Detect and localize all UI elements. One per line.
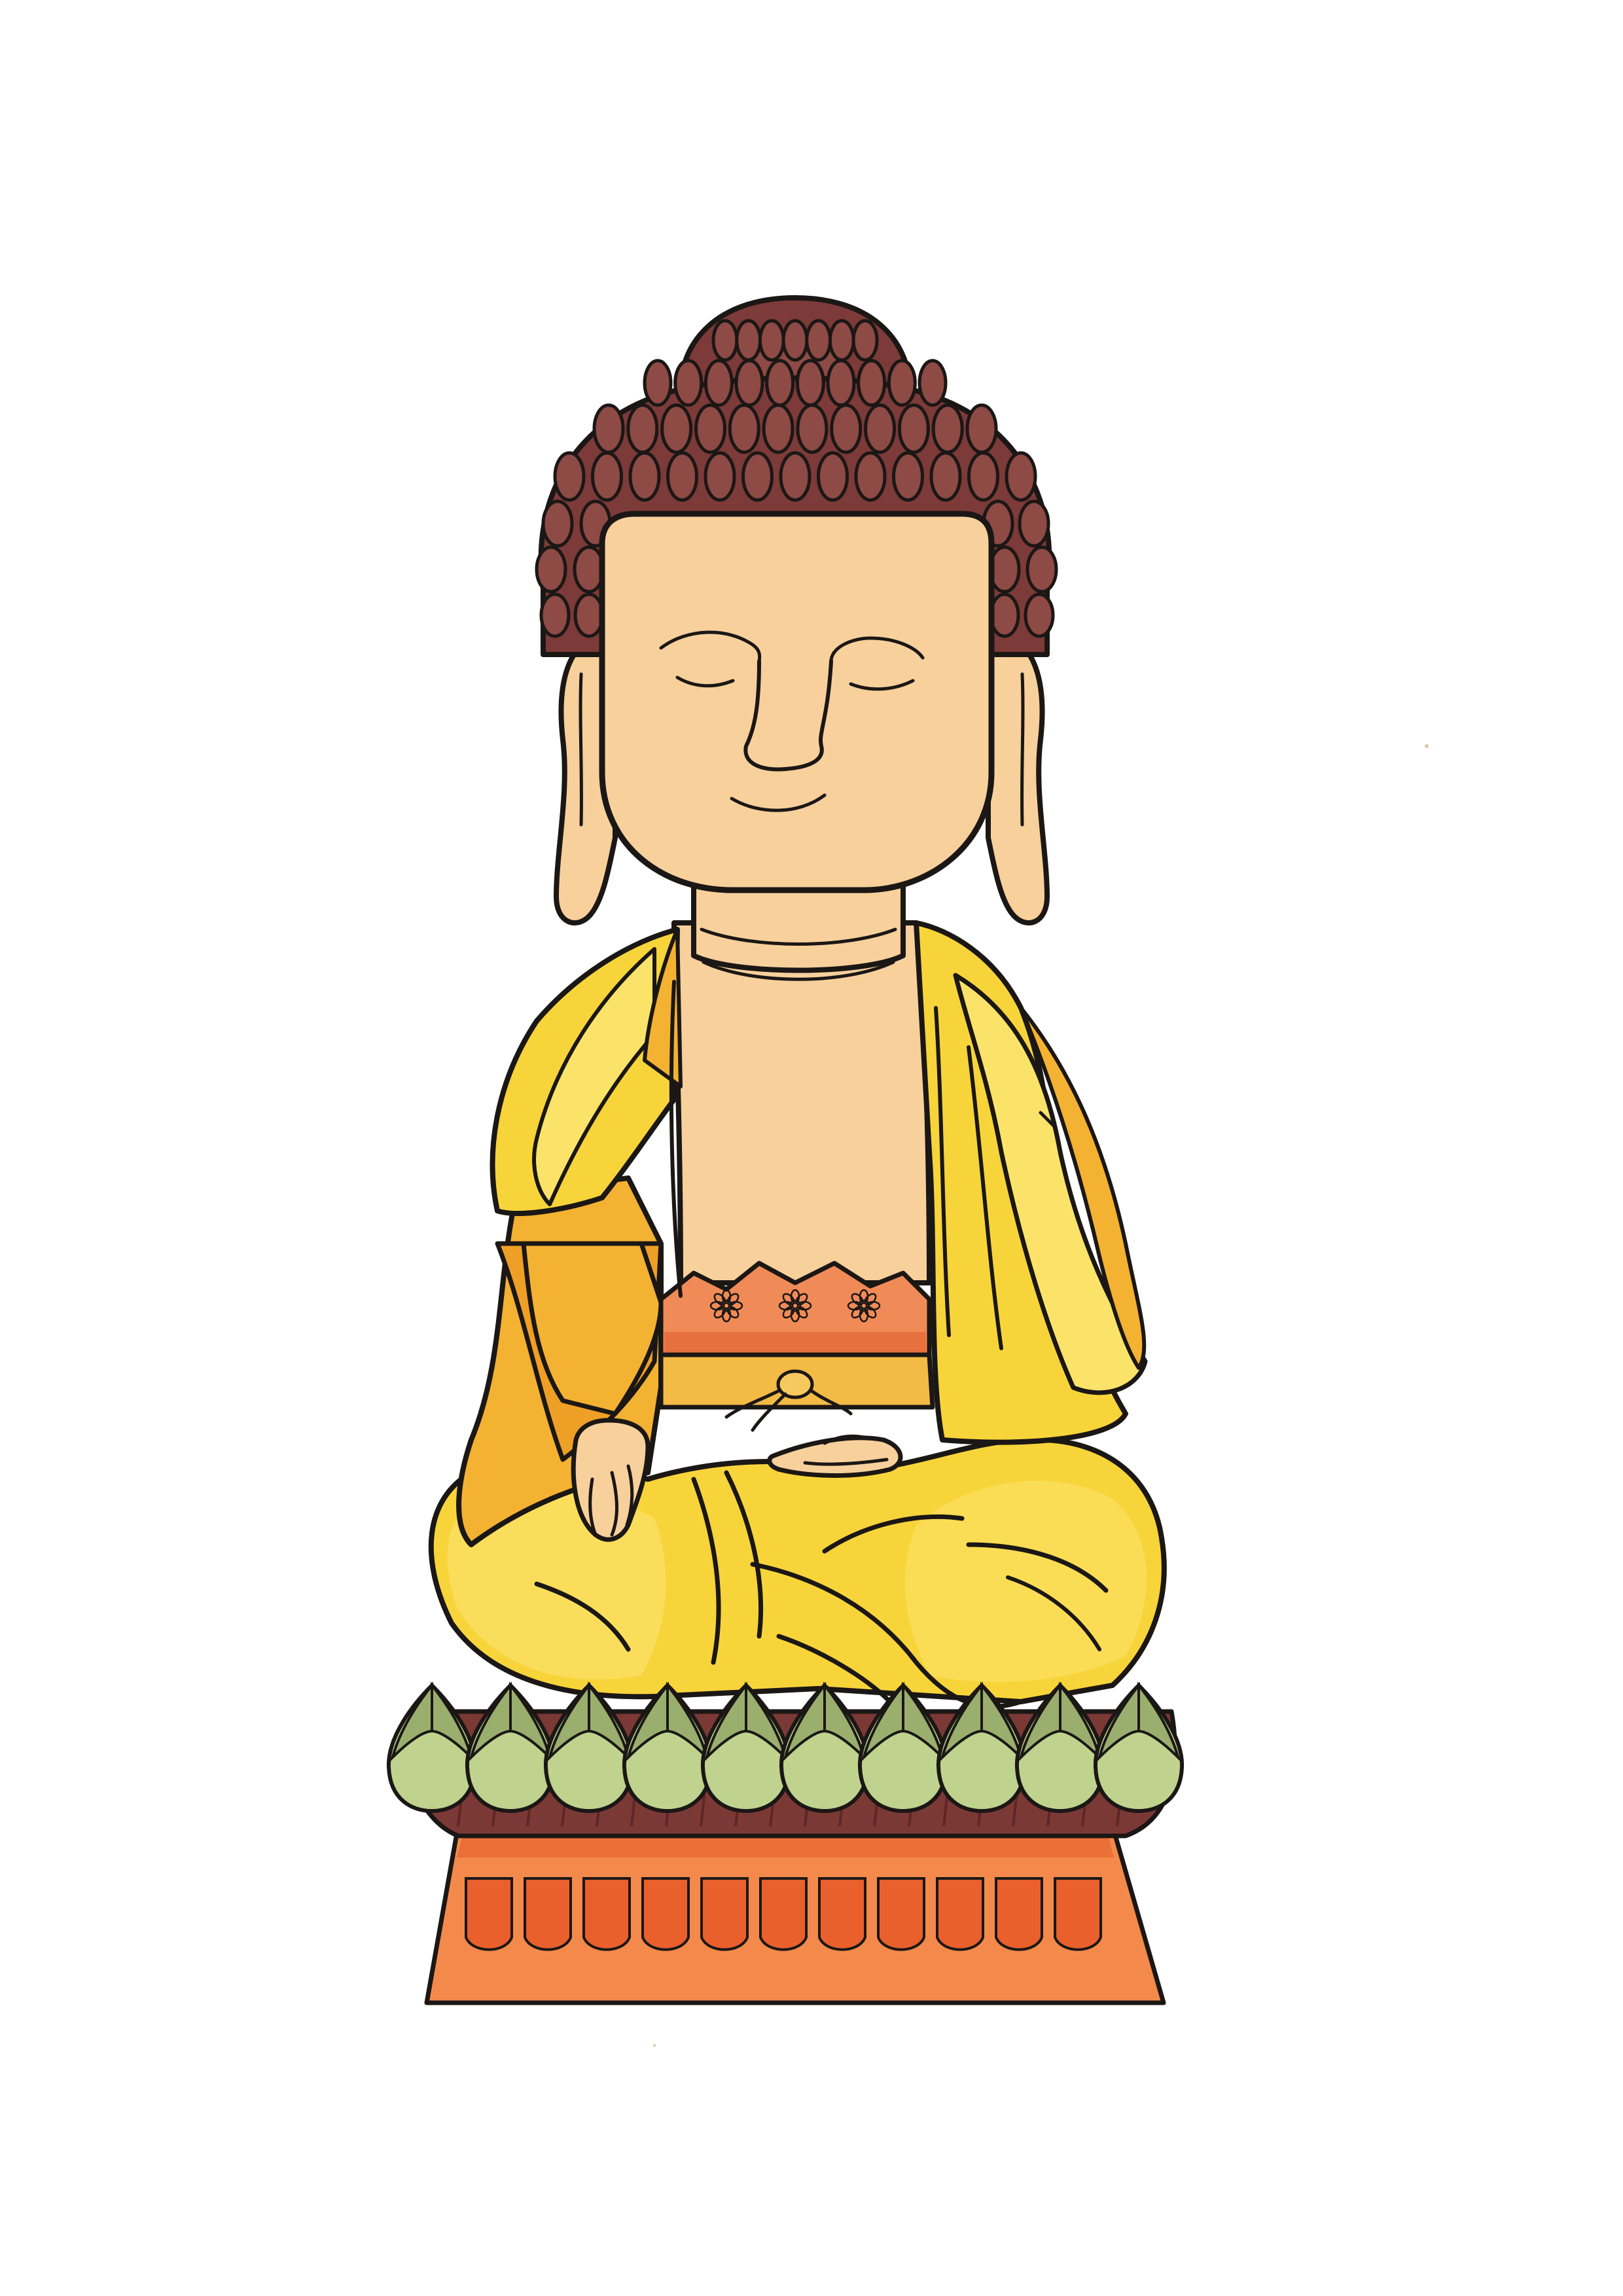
curl-icon bbox=[764, 405, 793, 452]
curl-icon bbox=[1020, 501, 1048, 546]
curl-icon bbox=[832, 405, 861, 452]
curl-icon bbox=[736, 361, 762, 405]
curl-icon bbox=[1007, 453, 1035, 500]
curl-icon bbox=[830, 321, 853, 360]
curl-icon bbox=[543, 501, 572, 546]
curl-icon bbox=[767, 361, 793, 405]
curl-icon bbox=[760, 321, 783, 360]
robe-right bbox=[916, 923, 1145, 1443]
left-ear-inner bbox=[580, 674, 581, 825]
speck bbox=[653, 2044, 656, 2047]
lotus-bud-icon bbox=[781, 1685, 868, 1811]
curl-icon bbox=[743, 453, 772, 500]
chest bbox=[674, 923, 929, 1283]
right-ear bbox=[988, 635, 1047, 923]
curl-icon bbox=[798, 405, 827, 452]
curl-icon bbox=[889, 361, 915, 405]
curl-icon bbox=[990, 547, 1019, 592]
panel-icon bbox=[466, 1878, 512, 1950]
panel-icon bbox=[996, 1878, 1042, 1950]
curl-icon bbox=[645, 361, 671, 405]
panel-icon bbox=[1055, 1878, 1101, 1950]
right-hand-shape bbox=[770, 1438, 901, 1476]
curl-icon bbox=[969, 453, 998, 500]
curl-icon bbox=[919, 361, 946, 405]
curl-icon bbox=[967, 405, 996, 452]
curl-icon bbox=[819, 453, 847, 500]
face-shape bbox=[602, 514, 991, 890]
curl-icon bbox=[828, 361, 854, 405]
curl-icon bbox=[737, 321, 760, 360]
curl-icon bbox=[662, 405, 691, 452]
pedestal bbox=[427, 1826, 1164, 2003]
curl-icon bbox=[668, 453, 697, 500]
lotus-bud-icon bbox=[1096, 1685, 1182, 1811]
curl-icon bbox=[555, 453, 584, 500]
right-knee-shade bbox=[905, 1480, 1147, 1682]
curl-icon bbox=[541, 594, 569, 636]
curl-icon bbox=[856, 453, 885, 500]
curl-icon bbox=[1027, 547, 1056, 592]
panel-icon bbox=[702, 1878, 747, 1950]
right-hand bbox=[770, 1436, 901, 1475]
curl-icon bbox=[537, 547, 565, 592]
curl-icon bbox=[859, 361, 885, 405]
torso bbox=[674, 870, 929, 1283]
curl-icon bbox=[628, 405, 657, 452]
curl-icon bbox=[781, 453, 810, 500]
curl-icon bbox=[575, 547, 603, 592]
curl-icon bbox=[866, 405, 895, 452]
panel-icon bbox=[878, 1878, 924, 1950]
curl-icon bbox=[783, 321, 807, 360]
speck bbox=[1425, 744, 1429, 748]
panel-icon bbox=[584, 1878, 630, 1950]
curl-icon bbox=[991, 594, 1018, 636]
curl-icon bbox=[575, 594, 603, 636]
panel-icon bbox=[525, 1878, 571, 1950]
curl-icon bbox=[807, 321, 830, 360]
curl-icon bbox=[675, 361, 702, 405]
curl-icon bbox=[713, 321, 737, 360]
curl-icon bbox=[853, 321, 877, 360]
underrobe bbox=[661, 1263, 933, 1430]
lotus-bud-icon bbox=[703, 1685, 789, 1811]
curl-icon bbox=[931, 453, 960, 500]
pedestal-panels bbox=[466, 1878, 1101, 1950]
panel-icon bbox=[760, 1878, 806, 1950]
lotus-bud-icon bbox=[860, 1685, 946, 1811]
lotus-bud-icon bbox=[546, 1685, 632, 1811]
curl-icon bbox=[933, 405, 962, 452]
curl-icon bbox=[593, 453, 622, 500]
lotus-bud-icon bbox=[389, 1685, 475, 1811]
panel-icon bbox=[643, 1878, 688, 1950]
panel-icon bbox=[819, 1878, 865, 1950]
curl-icon bbox=[705, 361, 732, 405]
face bbox=[602, 514, 991, 890]
right-ear-inner bbox=[1022, 674, 1023, 825]
lotus-bud-icon bbox=[1017, 1685, 1103, 1811]
curl-icon bbox=[705, 453, 734, 500]
curl-icon bbox=[894, 453, 923, 500]
panel-icon bbox=[937, 1878, 983, 1950]
curl-icon bbox=[696, 405, 724, 452]
curl-icon bbox=[594, 405, 623, 452]
curl-icon bbox=[730, 405, 758, 452]
curl-icon bbox=[630, 453, 659, 500]
curl-icon bbox=[1026, 594, 1053, 636]
lotus-bud-icon bbox=[624, 1685, 711, 1811]
curl-icon bbox=[797, 361, 823, 405]
curl-icon bbox=[899, 405, 928, 452]
lotus-bud-icon bbox=[467, 1685, 554, 1811]
